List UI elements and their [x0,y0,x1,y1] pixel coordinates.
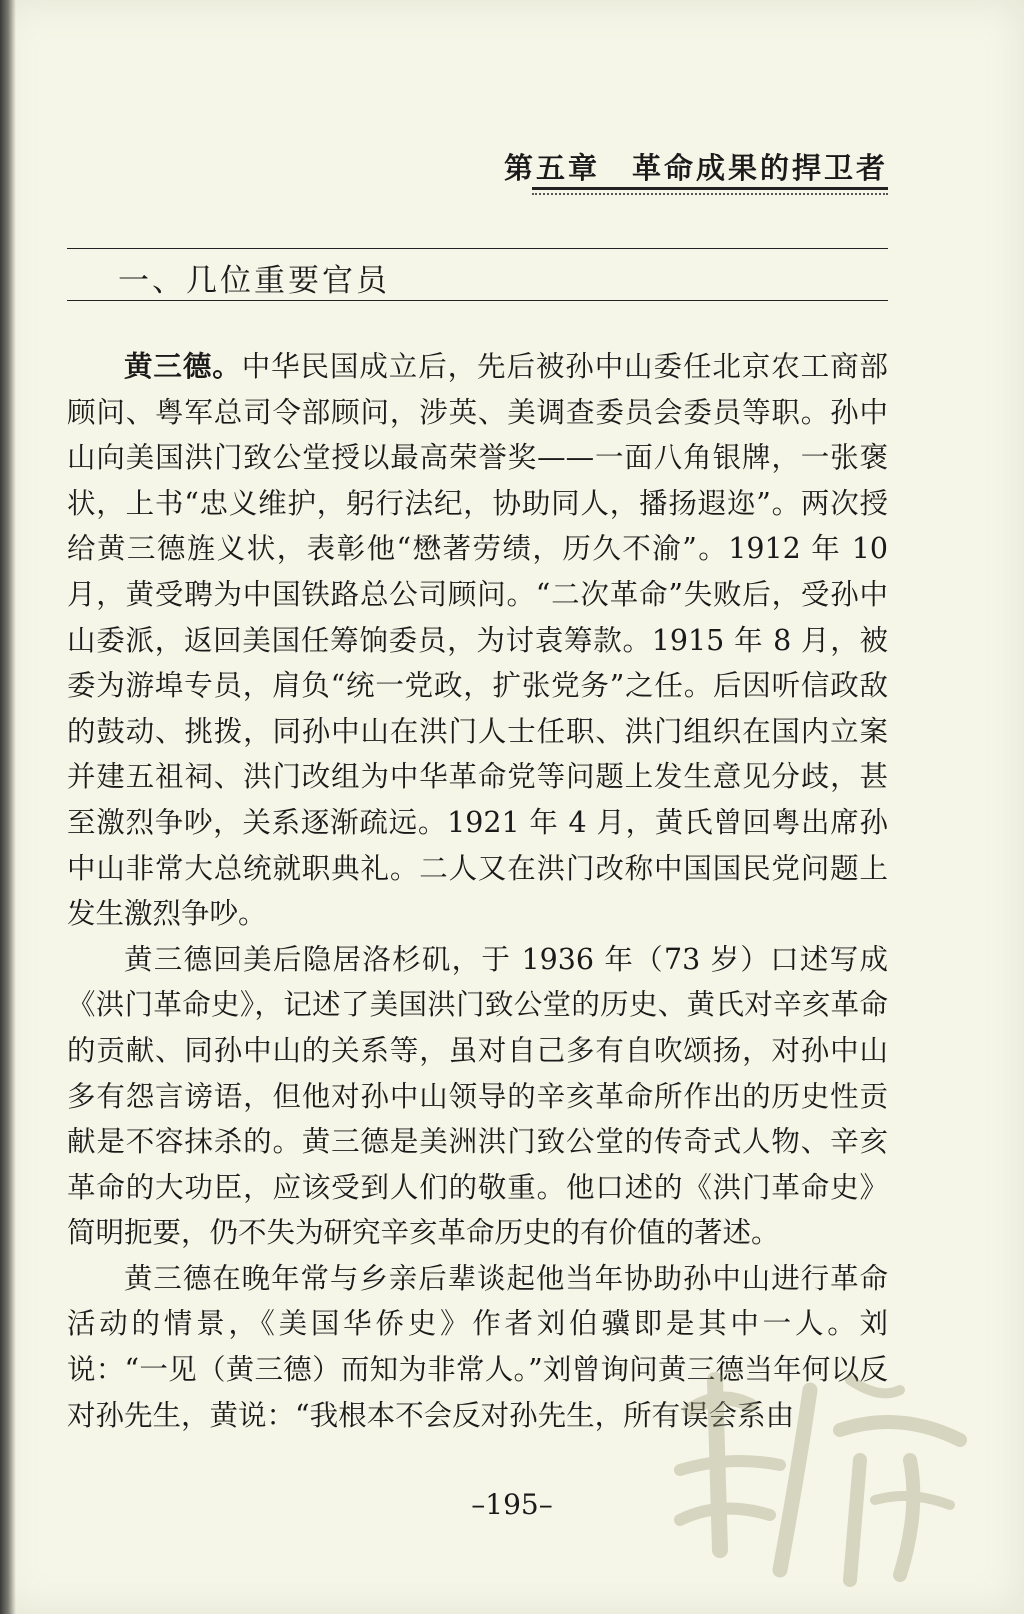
section-title: 一、几位重要官员 [118,263,390,299]
section-rule-bottom [67,300,888,301]
paragraph-text: 黄三德在晚年常与乡亲后辈谈起他当年协助孙中山进行革命活动的情景，《美国华侨史》作者刘伯骥即是其中一人。刘说：“一见（黄三德）而知为非常人。”刘曾询问黄三德当年何以反对孙先生，黄说：“我根本不会反对孙先生，所有误会系由 [67,1261,888,1432]
paragraph-text: 黄三德回美后隐居洛杉矶，于 1936 年（73 岁）口述写成《洪门革命史》，记述了美国洪门致公堂的历史、黄氏对辛亥革命的贡献、同孙中山的关系等，虽对自己多有自吹颂扬，对孙中山多有怨言谤语，但他对孙中山领导的辛亥革命所作出的历史性贡献是不容抹杀的。黄三德是美洲洪门致公堂的传奇式人物、辛亥革命的大功臣，应该受到人们的敬重。他口述的《洪门革命史》简明扼要，仍不失为研究辛亥革命历史的有价值的著述。 [67,942,888,1250]
page-binding-edge [0,0,16,1614]
chapter-title: 第五章 革命成果的捍卫者 [503,151,888,185]
paragraph-1 [67,344,888,937]
paragraph-text: 中华民国成立后，先后被孙中山委任北京农工商部顾问、粤军总司令部顾问，涉英、美调查委员会委员等职。孙中山向美国洪门致公堂授以最高荣誉奖——一面八角银牌，一张褒状，上书“忠义维护，躬行法纪，协助同人，播扬遐迩”。两次授给黄三德旌义状，表彰他“懋著劳绩，历久不渝”。1912 年 10 月，黄受聘为中国铁路总公司顾问。“二次革命”失败后，受孙中山委派，返回美国任筹饷委员，为讨袁筹款。1915 年 8 月，被委为游埠专员，肩负“统一党政，扩张党务”之任。后因听信政敌的鼓动、挑拨，同孙中山在洪门人士任职、洪门组织在国内立案并建五祖祠、洪门改组为中华革命党等问题上发生意见分歧，甚至激烈争吵，关系逐渐疏远。1921 年 4 月，黄氏曾回粤出席孙中山非常大总统就职典礼。二人又在洪门改称中国国民党问题上发生激烈争吵。 [67,350,888,931]
chapter-title-dotted-rule [532,193,888,195]
section-rule-top [67,248,888,249]
chapter-title-rule [532,187,888,190]
paragraph-3 [67,1256,888,1438]
paragraph-2 [67,937,888,1256]
body-text [67,344,888,1438]
paragraph-lead: 黄三德。 [124,350,242,383]
page-number: –195– [471,1488,553,1521]
